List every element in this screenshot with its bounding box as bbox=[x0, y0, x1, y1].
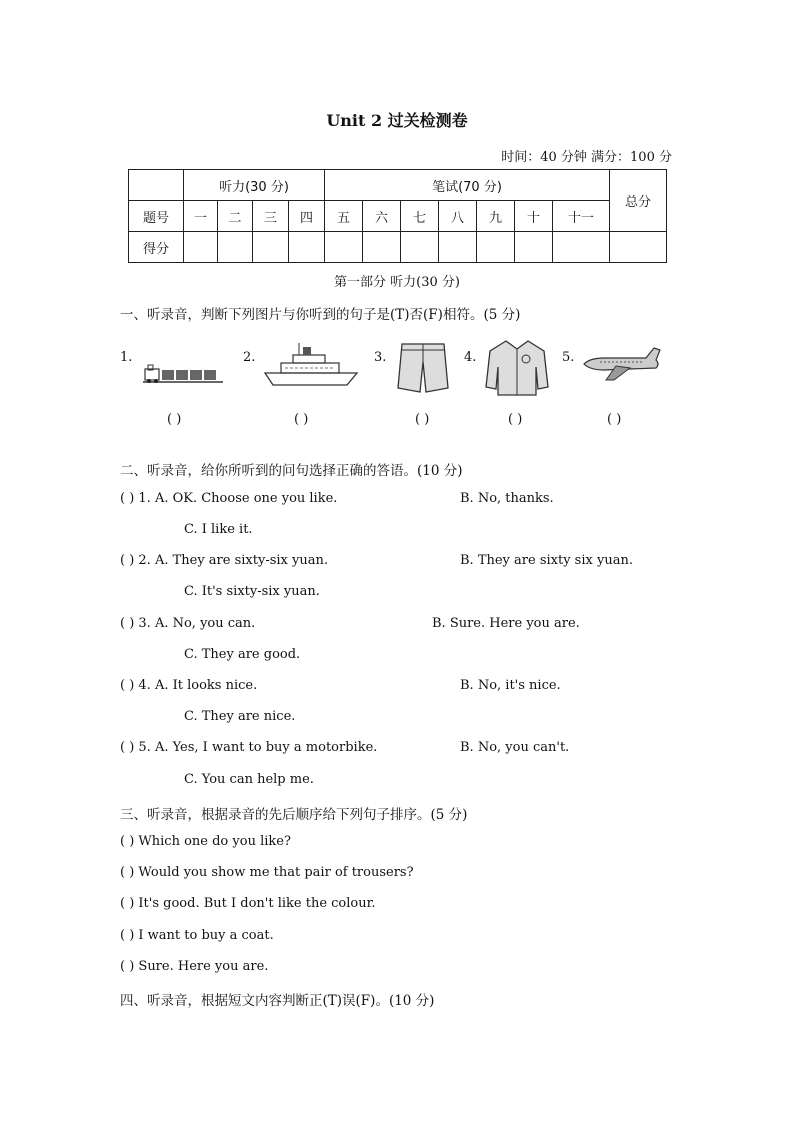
q2-option-c: C. They are good. bbox=[184, 647, 301, 662]
score-cell[interactable] bbox=[515, 232, 553, 263]
answer-blank[interactable]: ( ) bbox=[294, 412, 309, 427]
item-number: 3. bbox=[374, 350, 387, 365]
item-number: 2. bbox=[243, 350, 256, 365]
q3-item: ( ) Would you show me that pair of trousers? bbox=[120, 865, 414, 880]
page-title: Unit 2 过关检测卷 bbox=[326, 111, 468, 130]
score-cell[interactable] bbox=[325, 232, 363, 263]
question-number: 五 bbox=[325, 201, 363, 232]
q3-item: ( ) It's good. But I don't like the colour. bbox=[120, 896, 376, 911]
q2-option-a: ( ) 1. A. OK. Choose one you like. bbox=[120, 491, 338, 506]
question-number: 七 bbox=[401, 201, 439, 232]
q4-heading: 四、听录音，根据短文内容判断正(T)误(F)。(10 分) bbox=[120, 993, 435, 1009]
exam-meta: 时间：40 分钟 满分：100 分 bbox=[501, 150, 672, 165]
q2-option-a: ( ) 5. A. Yes, I want to buy a motorbike. bbox=[120, 740, 378, 755]
score-cell[interactable] bbox=[253, 232, 289, 263]
plane-icon bbox=[580, 346, 662, 382]
question-number: 八 bbox=[439, 201, 477, 232]
q2-option-b: B. No, thanks. bbox=[460, 491, 554, 506]
score-cell[interactable] bbox=[477, 232, 515, 263]
answer-blank[interactable]: ( ) bbox=[607, 412, 622, 427]
item-number: 5. bbox=[562, 350, 575, 365]
q2-heading: 二、听录音，给你所听到的问句选择正确的答语。(10 分) bbox=[120, 463, 463, 479]
q2-option-c: C. They are nice. bbox=[184, 709, 296, 724]
score-cell[interactable] bbox=[184, 232, 218, 263]
question-number: 一 bbox=[184, 201, 218, 232]
item-number: 1. bbox=[120, 350, 133, 365]
answer-blank[interactable]: ( ) bbox=[167, 412, 182, 427]
shorts-icon bbox=[396, 340, 450, 394]
q2-option-c: C. I like it. bbox=[184, 522, 253, 537]
score-label: 得分 bbox=[129, 232, 184, 263]
q2-option-b: B. They are sixty six yuan. bbox=[460, 553, 633, 568]
writing-header: 笔试(70 分) bbox=[325, 170, 610, 201]
total-header: 总分 bbox=[610, 170, 667, 232]
question-number: 四 bbox=[289, 201, 325, 232]
q3-item: ( ) Sure. Here you are. bbox=[120, 959, 269, 974]
q2-option-a: ( ) 2. A. They are sixty-six yuan. bbox=[120, 553, 328, 568]
q3-heading: 三、听录音，根据录音的先后顺序给下列句子排序。(5 分) bbox=[120, 807, 468, 823]
q2-option-a: ( ) 4. A. It looks nice. bbox=[120, 678, 258, 693]
answer-blank[interactable]: ( ) bbox=[415, 412, 430, 427]
question-number-label: 题号 bbox=[129, 201, 184, 232]
question-number: 九 bbox=[477, 201, 515, 232]
q2-option-b: B. No, it's nice. bbox=[460, 678, 561, 693]
q2-option-c: C. You can help me. bbox=[184, 772, 314, 787]
score-cell[interactable] bbox=[553, 232, 610, 263]
listening-header: 听力(30 分) bbox=[184, 170, 325, 201]
q2-option-b: B. No, you can't. bbox=[460, 740, 570, 755]
q1-heading: 一、听录音，判断下列图片与你听到的句子是(T)否(F)相符。(5 分) bbox=[120, 307, 521, 323]
total-score-cell[interactable] bbox=[610, 232, 667, 263]
q3-item: ( ) Which one do you like? bbox=[120, 834, 291, 849]
item-number: 4. bbox=[464, 350, 477, 365]
q2-option-b: B. Sure. Here you are. bbox=[432, 616, 580, 631]
score-cell[interactable] bbox=[439, 232, 477, 263]
score-cell[interactable] bbox=[363, 232, 401, 263]
answer-blank[interactable]: ( ) bbox=[508, 412, 523, 427]
q2-option-a: ( ) 3. A. No, you can. bbox=[120, 616, 256, 631]
blank-cell bbox=[129, 170, 184, 201]
jacket-icon bbox=[484, 337, 550, 399]
question-number: 二 bbox=[218, 201, 253, 232]
train-icon bbox=[143, 363, 223, 385]
score-cell[interactable] bbox=[401, 232, 439, 263]
question-number: 十一 bbox=[553, 201, 610, 232]
ship-icon bbox=[263, 343, 359, 387]
part-one-heading: 第一部分 听力(30 分) bbox=[334, 275, 460, 290]
question-number: 十 bbox=[515, 201, 553, 232]
score-cell[interactable] bbox=[289, 232, 325, 263]
score-table bbox=[128, 169, 667, 263]
q2-option-c: C. It's sixty-six yuan. bbox=[184, 584, 320, 599]
question-number: 三 bbox=[253, 201, 289, 232]
question-number: 六 bbox=[363, 201, 401, 232]
score-cell[interactable] bbox=[218, 232, 253, 263]
q3-item: ( ) I want to buy a coat. bbox=[120, 928, 274, 943]
